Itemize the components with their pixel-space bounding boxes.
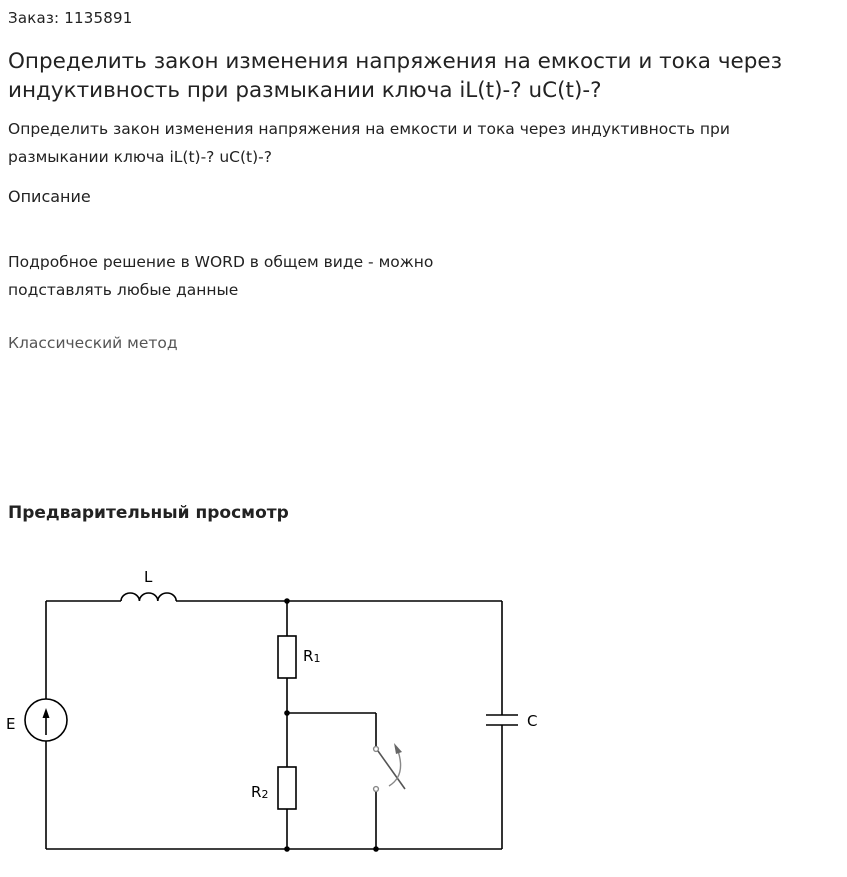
junction-dot	[284, 598, 290, 604]
order-number: Заказ: 1135891	[8, 9, 133, 27]
inductor-symbol	[121, 593, 176, 601]
page-title: Определить закон изменения напряжения на емкости и тока через индуктивность при размыкании ключа iL(t)-? uC(t)-?	[8, 49, 783, 103]
switch-arrow-icon	[394, 743, 402, 754]
junction-dot	[373, 846, 379, 852]
inductor-label: L	[144, 568, 153, 586]
junction-dot	[284, 846, 290, 852]
source-label: E	[6, 715, 16, 733]
switch-blade	[378, 751, 405, 789]
switch-contact-bottom	[374, 787, 379, 792]
switch-contact-top	[374, 747, 379, 752]
description-heading: Описание	[8, 187, 91, 206]
method-link[interactable]: Классический метод	[8, 334, 178, 352]
r2-label: R2	[251, 783, 269, 801]
source-arrow-icon	[43, 708, 50, 718]
circuit-diagram	[0, 555, 560, 865]
junction-dot	[284, 710, 290, 716]
r2-resistor	[278, 767, 296, 809]
preview-heading: Предварительный просмотр	[8, 503, 289, 523]
r1-label: R1	[303, 647, 321, 665]
description-text: Подробное решение в WORD в общем виде - можно подставлять любые данные	[8, 253, 434, 299]
task-statement: Определить закон изменения напряжения на емкости и тока через индуктивность при размыкании ключа iL(t)-? uC(t)-?	[8, 120, 730, 166]
capacitor-label: C	[527, 712, 538, 730]
r1-resistor	[278, 636, 296, 678]
